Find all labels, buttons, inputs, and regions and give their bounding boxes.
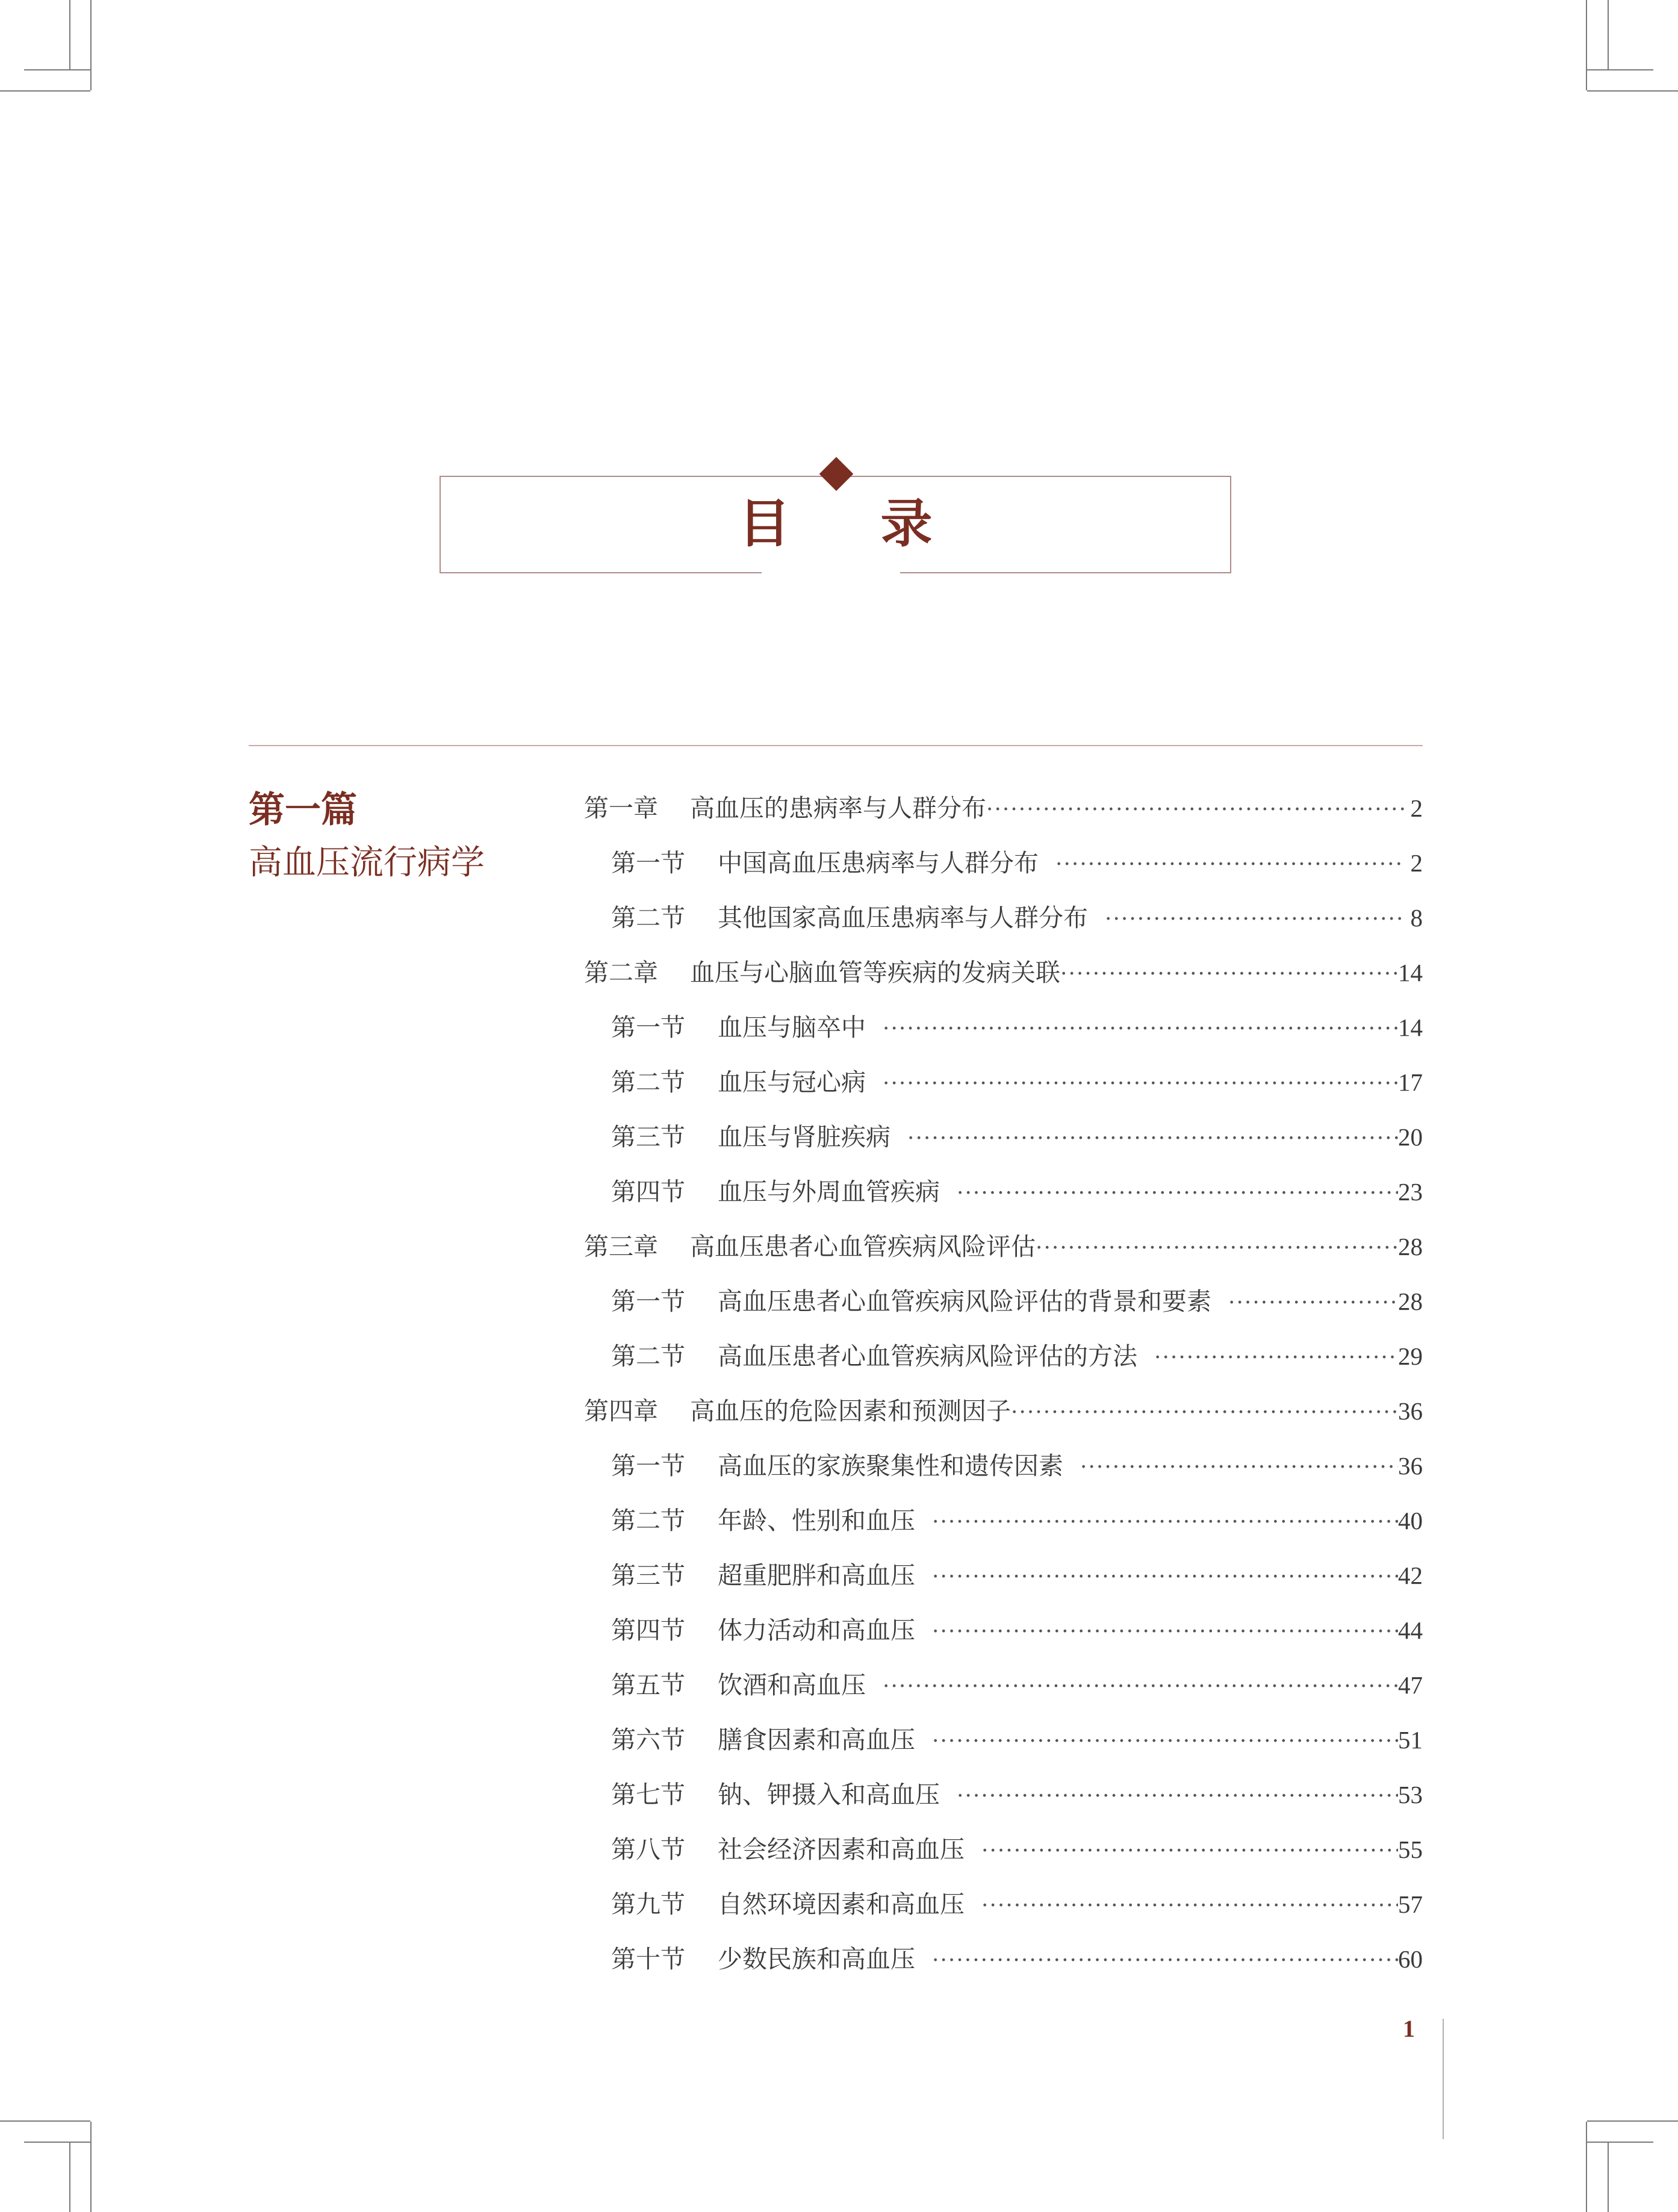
crop-mark-top-right-v — [1586, 0, 1587, 90]
toc-entry-page: 42 — [1398, 1562, 1423, 1589]
crop-mark-bottom-right-h — [1587, 2120, 1678, 2122]
toc-entry-label: 第一节 — [611, 849, 685, 877]
toc-entry-label: 第一节 — [611, 1013, 685, 1042]
toc-entry-page: 57 — [1398, 1890, 1423, 1918]
toc-entry-page: 28 — [1398, 1288, 1423, 1315]
toc-entry-label: 第三节 — [611, 1561, 685, 1590]
toc-entry-page: 40 — [1398, 1507, 1423, 1534]
toc-entry-title: 中国高血压患病率与人群分布 — [718, 849, 1039, 877]
toc-section-entry[interactable] — [584, 1777, 1423, 1831]
horizontal-rule — [249, 745, 1423, 746]
toc-entry-page: 2 — [1410, 849, 1423, 877]
toc-leader-dots — [932, 1724, 1398, 1760]
toc-entry-page: 8 — [1410, 904, 1423, 932]
toc-entry-page: 14 — [1398, 959, 1423, 986]
toc-entry-label: 第八节 — [611, 1835, 685, 1864]
toc-entry-label: 第四节 — [611, 1616, 685, 1645]
toc-entry-label: 第一节 — [611, 1287, 685, 1316]
toc-entry-title: 高血压的危险因素和预测因子 — [690, 1397, 1011, 1425]
crop-mark-bottom-left-h — [0, 2120, 90, 2122]
toc-entry-page: 47 — [1398, 1671, 1423, 1699]
part-number: 第一篇 — [249, 789, 357, 831]
toc-leader-dots — [883, 1011, 1398, 1047]
toc-leader-dots — [1228, 1285, 1398, 1321]
page-title: 目 录 — [738, 493, 969, 554]
toc-section-entry[interactable] — [584, 1283, 1423, 1338]
toc-entry-label: 第五节 — [611, 1671, 685, 1700]
crop-mark-bottom-left-inner-v — [69, 2143, 70, 2212]
crop-mark-top-left-v — [90, 0, 92, 90]
toc-entry-page: 55 — [1398, 1836, 1423, 1863]
toc-leader-dots — [981, 1833, 1398, 1869]
toc-chapter-entry[interactable] — [584, 790, 1423, 845]
toc-leader-dots — [907, 1121, 1398, 1157]
toc-entry-title: 高血压患者心血管疾病风险评估的背景和要素 — [718, 1287, 1211, 1316]
toc-section-entry[interactable] — [584, 1174, 1423, 1229]
toc-leader-dots — [932, 1559, 1398, 1595]
toc-entry-page: 23 — [1398, 1178, 1423, 1206]
toc-entry-title: 高血压患者心血管疾病风险评估 — [690, 1232, 1036, 1261]
toc-section-entry[interactable] — [584, 1612, 1423, 1667]
toc-entry-page: 44 — [1398, 1616, 1423, 1644]
toc-entry-page: 60 — [1398, 1945, 1423, 1973]
crop-mark-top-right-h — [1587, 90, 1678, 92]
toc-entry-title: 饮酒和高血压 — [718, 1671, 866, 1700]
toc-entry-title: 膳食因素和高血压 — [718, 1725, 915, 1754]
crop-mark-bottom-right-v — [1586, 2122, 1587, 2212]
toc-leader-dots — [1060, 956, 1398, 992]
toc-leader-dots — [1011, 1395, 1398, 1431]
toc-leader-dots — [1154, 1340, 1398, 1376]
toc-leader-dots — [957, 1176, 1398, 1212]
toc-entry-title: 自然环境因素和高血压 — [718, 1890, 965, 1919]
toc-entry-title: 年龄、性别和血压 — [718, 1506, 915, 1535]
toc-section-entry[interactable] — [584, 900, 1423, 955]
toc-section-entry[interactable] — [584, 1119, 1423, 1174]
toc-entry-title: 血压与冠心病 — [718, 1068, 866, 1097]
toc-section-entry[interactable] — [584, 1831, 1423, 1886]
crop-mark-top-right-inner-v — [1608, 0, 1609, 69]
toc-entry-page: 20 — [1398, 1123, 1423, 1151]
crop-mark-bottom-left-v — [90, 2122, 92, 2212]
toc-leader-dots — [883, 1669, 1398, 1705]
page-number-rule — [1443, 2019, 1444, 2139]
toc-entry-page: 36 — [1398, 1452, 1423, 1480]
toc-entry-page: 17 — [1398, 1068, 1423, 1096]
toc-entry-page: 28 — [1398, 1233, 1423, 1260]
toc-entry-label: 第二节 — [611, 903, 685, 932]
toc-section-entry[interactable] — [584, 1722, 1423, 1777]
toc-entry-title: 钠、钾摄入和高血压 — [718, 1780, 940, 1809]
toc-entry-title: 超重肥胖和高血压 — [718, 1561, 915, 1590]
toc-leader-dots — [883, 1066, 1398, 1102]
crop-mark-bottom-right-inner-v — [1608, 2143, 1609, 2212]
crop-mark-bottom-right-inner — [1587, 2142, 1653, 2143]
toc-entry-page: 29 — [1398, 1342, 1423, 1370]
toc-entry-label: 第二节 — [611, 1068, 685, 1097]
toc-entry-title: 体力活动和高血压 — [718, 1616, 915, 1645]
page-number: 1 — [1403, 2015, 1415, 2042]
toc-entry-page: 14 — [1398, 1014, 1423, 1041]
toc-entry-label: 第一节 — [611, 1451, 685, 1480]
toc-leader-dots — [1105, 902, 1405, 938]
toc-section-entry[interactable] — [584, 845, 1423, 900]
crop-mark-top-left-inner — [24, 69, 90, 70]
toc-entry-label: 第四章 — [584, 1397, 658, 1425]
toc-entry-page: 2 — [1410, 794, 1423, 822]
toc-chapter-entry[interactable] — [584, 1393, 1423, 1448]
toc-entry-label: 第一章 — [584, 794, 658, 823]
toc-entry-title: 血压与心脑血管等疾病的发病关联 — [690, 958, 1060, 987]
toc-leader-dots — [1055, 847, 1405, 883]
toc-chapter-entry[interactable] — [584, 1229, 1423, 1283]
toc-entry-label: 第九节 — [611, 1890, 685, 1919]
toc-entry-title: 血压与外周血管疾病 — [718, 1177, 940, 1206]
toc-entry-label: 第四节 — [611, 1177, 685, 1206]
toc-entry-label: 第十节 — [611, 1945, 685, 1974]
toc-section-entry[interactable] — [584, 1338, 1423, 1393]
toc-entry-page: 53 — [1398, 1781, 1423, 1809]
toc-leader-dots — [932, 1614, 1398, 1650]
toc-entry-label: 第二节 — [611, 1342, 685, 1371]
toc-chapter-entry[interactable] — [584, 955, 1423, 1009]
part-title: 高血压流行病学 — [249, 843, 485, 882]
crop-mark-top-right-inner — [1587, 69, 1653, 70]
toc-section-entry[interactable] — [584, 1667, 1423, 1722]
title-frame-gap — [762, 566, 900, 578]
toc-section-entry[interactable] — [584, 1941, 1423, 1996]
toc-section-entry[interactable] — [584, 1009, 1423, 1064]
toc-leader-dots — [932, 1943, 1398, 1979]
toc-section-entry[interactable] — [584, 1886, 1423, 1941]
toc-entry-label: 第三章 — [584, 1232, 658, 1261]
toc-entry-title: 少数民族和高血压 — [718, 1945, 915, 1974]
crop-mark-top-left-h — [0, 90, 90, 92]
crop-mark-bottom-left-inner — [24, 2142, 90, 2143]
toc-entry-label: 第三节 — [611, 1123, 685, 1151]
toc-entry-title: 其他国家高血压患病率与人群分布 — [718, 903, 1088, 932]
toc-section-entry[interactable] — [584, 1064, 1423, 1119]
toc-entry-title: 血压与肾脏疾病 — [718, 1123, 890, 1151]
toc-entry-label: 第六节 — [611, 1725, 685, 1754]
toc-entry-label: 第二章 — [584, 958, 658, 987]
toc-entry-title: 高血压的家族聚集性和遗传因素 — [718, 1451, 1063, 1480]
toc-entry-page: 51 — [1398, 1726, 1423, 1754]
toc-leader-dots — [1036, 1230, 1398, 1266]
toc-section-entry[interactable] — [584, 1448, 1423, 1503]
toc-section-entry[interactable] — [584, 1557, 1423, 1612]
toc-leader-dots — [957, 1778, 1398, 1815]
toc-entry-label: 第七节 — [611, 1780, 685, 1809]
toc-entry-title: 血压与脑卒中 — [718, 1013, 866, 1042]
table-of-contents — [584, 790, 1423, 1996]
toc-entry-title: 社会经济因素和高血压 — [718, 1835, 965, 1864]
toc-leader-dots — [981, 1888, 1398, 1924]
toc-entry-title: 高血压患者心血管疾病风险评估的方法 — [718, 1342, 1137, 1371]
toc-entry-title: 高血压的患病率与人群分布 — [690, 794, 986, 823]
toc-entry-page: 36 — [1398, 1397, 1423, 1425]
crop-mark-top-left-inner-v — [69, 0, 70, 69]
toc-leader-dots — [1080, 1450, 1398, 1486]
toc-entry-label: 第二节 — [611, 1506, 685, 1535]
toc-section-entry[interactable] — [584, 1503, 1423, 1557]
toc-leader-dots — [932, 1504, 1398, 1541]
toc-leader-dots — [986, 792, 1405, 828]
